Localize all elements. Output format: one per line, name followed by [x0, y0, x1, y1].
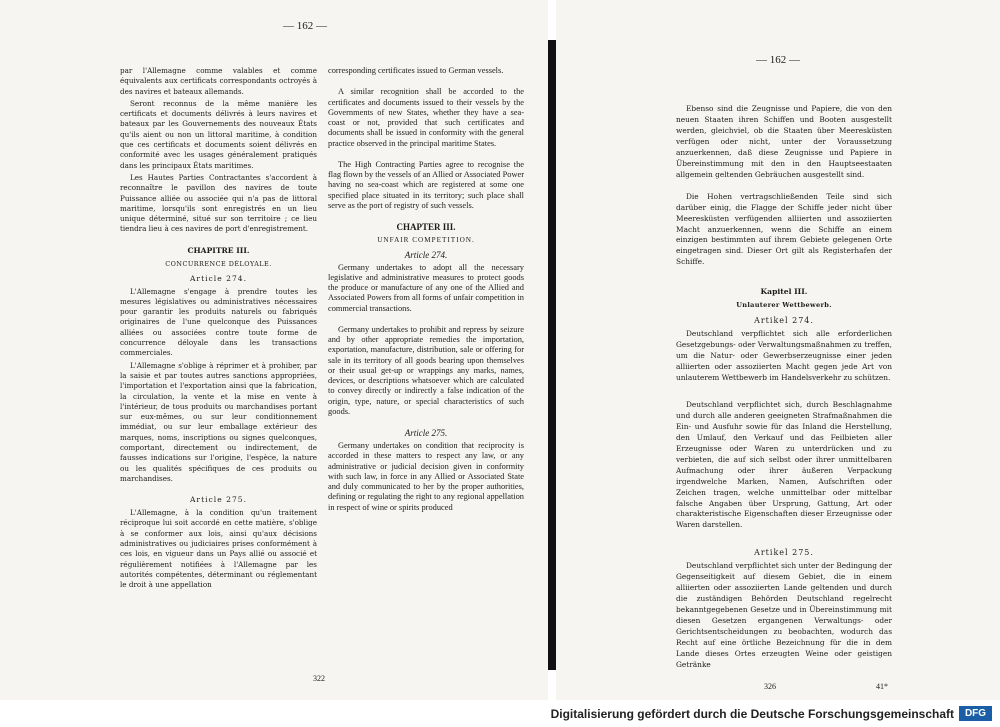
left-page-header: — 162 — [283, 20, 327, 32]
fr-top-paragraph: Seront reconnus de la même manière les certificats et documents délivrés à leurs navires et bateaux par les Gouvernements des nouveaux États qu'ils aient ou non un littoral maritime, à condition que ces certificats et documents soient délivrés en conformité avec les usages généralement pratiqués dans les principaux États maritimes. [120, 98, 317, 170]
book-spine [548, 40, 556, 670]
en-article-274-p1: Germany undertakes to adopt all the necessary legislative and administrative measures to protect goods the produce or manufacture of any one of the Allied and Associated Powers from all forms of unfair competition in commercial transactions. [328, 262, 524, 313]
de-article-275-heading: Artikel 275. [754, 548, 814, 558]
fr-chapter-title: CHAPITRE III. [187, 245, 250, 255]
en-article-274-p2: Germany undertakes to prohibit and repress by seizure and by other appropriate remedies the importation, exportation, manufacture, distribution, sale or offering for sale in its territory of all goods bearing upon themselves or their usual get-up or wrappings any marks, names, devices, or descriptions whatsoever which are calculated to convey directly or indirectly a false indication of the origin, type, nature, or special characteristics of such goods. [328, 324, 524, 416]
fr-article-274-p2: L'Allemagne s'oblige à réprimer et à prohiber, par la saisie et par toutes autres sanctions appropriées, l'importation et l'exportation ainsi que la fabrication, la circulation, la vente et la mise en vente à l'intérieur, de tous produits ou marchandises portant sur eux-mêmes, ou sur leur conditionnement immédiat, ou sur leur emballage extérieur des marques, noms, inscriptions ou signes quelconques, comportant, directement ou indirectement, de fausses indications sur l'origine, l'espèce, la nature ou les qualités spécifiques de ces produits ou marchandises. [120, 360, 317, 483]
de-article-274-heading: Artikel 274. [754, 316, 814, 326]
german-column [676, 104, 892, 673]
en-article-274-heading: Article 274. [404, 249, 448, 260]
fr-top-paragraph: Les Hautes Parties Contractantes s'accordent à reconnaître le pavillon des navires de toute Puissance alliée ou associée qui n'a pas de littoral maritime, lorsqu'ils sont enregistrés en un lieu unique déterminé, situé sur son territoire ; ce lieu tiendra lieu à ces navires de port d'enregistrement. [120, 172, 317, 234]
en-article-275-p1: Germany undertakes on condition that reciprocity is accorded in these matters to respect any law, or any administrative or judicial decision given in conformity with such law, in force in any Allied or Associated State and duly communicated to her by the proper authorities, defining or regulating the right to any regional appellation in respect of wine or spirits produced [328, 441, 524, 512]
de-chapter-subtitle: Unlauterer Wettbewerb. [736, 300, 832, 309]
dfg-banner-text: Digitalisierung gefördert durch die Deutsche Forschungsgemeinschaft [550, 707, 954, 721]
fr-top-paragraph: par l'Allemagne comme valables et comme équivalents aux certificats correspondants octroyés à des navires et bateaux allemands. [120, 66, 317, 96]
de-top-paragraph: Ebenso sind die Zeugnisse und Papiere, die von den neuen Staaten ihren Schiffen und Booten ausgestellt werden, gleichviel, ob die Staaten über Meeresküsten verfügen oder nicht, unter der Voraussetzung anzuerkennen, daß diese Zeugnisse und Papiere in Übereinstimmung mit den in den Hauptseestaaten allgemein geltenden Gebräuchen ausgestellt sind. [676, 104, 892, 179]
left-page-footer: 322 [313, 674, 325, 683]
de-top-paragraph: Die Hohen vertragschließenden Teile sind sich darüber einig, die Flagge der Schiffe jeder nicht über Meeresküsten verfügenden alliierten und assoziierten Macht anzuerkennen, wenn die Schiffe an einem einzigen bestimmten auf ihrem Gebiete gelegenen Orte eingetragen sind. Dieser Ort gilt als Registerhafen der Schiffe. [676, 191, 892, 267]
de-chapter-title: Kapitel III. [760, 287, 808, 297]
dfg-banner [0, 700, 1000, 727]
de-article-274-p2: Deutschland verpflichtet sich, durch Beschlagnahme und durch alle anderen geeigneten Strafmaßnahmen die Ein- und Ausfuhr sowie für das Inland die Herstellung, den Umlauf, den Verkauf und das Feilbieten aller Erzeugnisse oder Waren zu unterdrücken und zu verbieten, die auf sich selbst oder ihrer unmittelbaren Aufmachung oder ihrer äußeren Verpackung irgendwelche Marken, Namen, Aufschriften oder Zeichen tragen, welche unmittelbar oder mittelbar falsche Angaben über Ursprung, Gattung, Art oder charakteristische Eigenschaften dieser Erzeugnisse oder Waren darstellen. [676, 399, 892, 530]
right-page-header: — 162 — [756, 54, 800, 66]
french-column [120, 66, 317, 592]
de-article-274-p1: Deutschland verpflichtet sich alle erforderlichen Gesetzgebungs- oder Verwaltungsmaßnahmen zu treffen, um die Natur- oder Gewerbserzeugnisse einer jeden alliierten oder assoziierten Macht gegen jede Art von unlauterem Wettbewerb im Handelsverkehr zu schützen. [676, 329, 892, 382]
en-top-paragraph: corresponding certificates issued to German vessels. [328, 66, 504, 75]
en-chapter-subtitle: UNFAIR COMPETITION. [377, 235, 475, 244]
dfg-logo[interactable]: DFG [959, 706, 992, 721]
fr-article-274-p1: L'Allemagne s'engage à prendre toutes les mesures législatives ou administratives nécessaires pour garantir les produits naturels ou fabriqués originaires de l'une quelconque des Puissances alliées ou associées contre toute forme de concurrence déloyale dans les transactions commerciales. [120, 286, 317, 358]
right-page-signature: 41* [876, 682, 888, 691]
english-column [328, 66, 524, 515]
fr-article-275-p1: L'Allemagne, à la condition qu'un traitement réciproque lui soit accordé en cette matière, s'oblige à se conformer aux lois, ainsi qu'aux décisions administratives ou judiciaires prises conformément à ces lois, en vigueur dans un Pays allié ou associé et régulièrement notifiées à l'Allemagne par les autorités compétentes, déterminant ou réglementant le droit à une appellation [120, 508, 317, 590]
en-chapter-title: CHAPTER III. [396, 222, 456, 232]
en-top-paragraph: The High Contracting Parties agree to recognise the flag flown by the vessels of an Allied or Associated Power having no sea-coast which are registered at some one specified place situated in its territory; such place shall serve as the port of registry of such vessels. [328, 159, 524, 210]
fr-chapter-subtitle: CONCURRENCE DÉLOYALE. [165, 259, 272, 268]
en-article-275-heading: Article 275. [404, 428, 448, 439]
right-page [556, 0, 1000, 700]
de-article-275-p1: Deutschland verpflichtet sich unter der Bedingung der Gegenseitigkeit auf diesem Gebiet, die in einem alliierten oder assoziierten Lande geltenden und durch die zuständigen Behörden Deutschland regelrecht bekanntgegebenen Gesetze und in Übereinstimmung mit diesen Gesetzen ergangenen Verwaltungs- oder Gerichtsentscheidungen zu beobachten, wodurch das Recht auf eine örtliche Bezeichnung für die in dem Lande dieses Ortes erzeugten Weine oder geistigen Getränke [676, 561, 892, 669]
fr-article-274-heading: Article 274. [189, 273, 248, 283]
right-page-footer: 326 [764, 682, 776, 691]
fr-article-275-heading: Article 275. [189, 495, 248, 505]
en-top-paragraph: A similar recognition shall be accorded to the certificates and documents issued to their vessels by the Governments of new States, whether they have a sea-coast or not, provided that such certificates and documents shall be issued in conformity with the general practice observed in the principal maritime States. [328, 87, 524, 148]
